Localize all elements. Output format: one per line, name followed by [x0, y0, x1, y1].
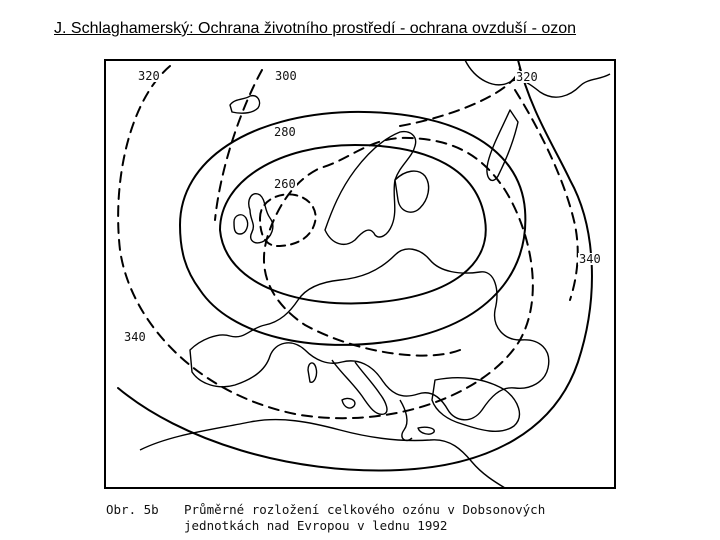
isoline-label-280: 280: [274, 125, 296, 139]
coastline-finland: [395, 171, 429, 212]
coastline-greece: [400, 400, 412, 440]
isoline-label-260: 260: [274, 177, 296, 191]
isoline-label-300: 300: [275, 69, 297, 83]
isoline-label-340-right: 340: [579, 252, 601, 266]
caption-line-2: jednotkách nad Evropou v lednu 1992: [184, 518, 448, 533]
coastline-crete: [418, 427, 434, 434]
ozone-map: [100, 50, 620, 540]
figure-caption: [106, 502, 545, 534]
isoline-label-340-left: 340: [124, 330, 146, 344]
isoline-label-320-left: 320: [138, 69, 160, 83]
slide-title: J. Schlaghamerský: Ochrana životního prostředí - ochrana ovzduší - ozon: [54, 20, 577, 37]
caption-line-1: Průměrné rozložení celkového ozónu v Dobsonových: [184, 502, 546, 517]
coastline-continent: [190, 249, 549, 420]
coastline-sicily: [342, 398, 355, 408]
isoline-320-upper: [215, 68, 520, 220]
coastline-ireland: [234, 215, 248, 234]
coastline-sardinia: [308, 363, 317, 382]
isoline-280: [220, 145, 486, 303]
map-frame: [105, 60, 615, 488]
isoline-340: [118, 60, 592, 470]
isoline-300: [180, 112, 525, 345]
isoline-label-320-right: 320: [516, 70, 538, 84]
isoline-320-right: [515, 90, 578, 300]
coastline-italy: [332, 360, 387, 414]
coastline-north-africa: [140, 420, 505, 488]
figure-number: Obr. 5b: [106, 502, 159, 517]
coastline-novaya-zemlya: [487, 110, 518, 180]
ozone-map-figure: [100, 50, 620, 540]
